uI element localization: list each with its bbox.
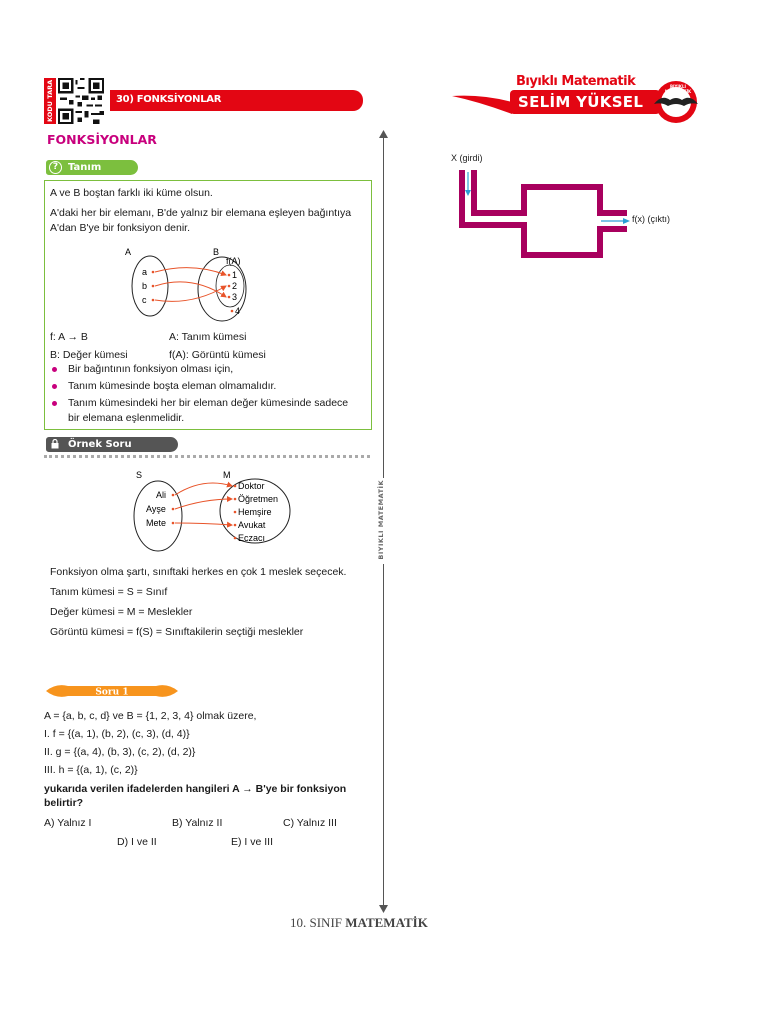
bullet-item: Tanım kümesinde boşta eleman olmamalıdır. [68, 380, 277, 392]
question-icon: ? [49, 161, 62, 174]
definition-line-1: A ve B boştan farklı iki küme olsun. [50, 187, 213, 199]
question-prompt: yukarıda verilen ifadelerden hangileri A → B'ye bir fonksiyon [44, 783, 347, 795]
function-diagram [110, 244, 270, 322]
bullet-item: Tanım kümesindeki her bir eleman değer kümesinde sadece [68, 397, 349, 409]
function-machine-diagram [455, 166, 635, 262]
s-item: Mete [146, 518, 167, 528]
definition-tag-label: Tanım [68, 162, 102, 173]
question-item-1: I. f = {(a, 1), (b, 2), (c, 3), (d, 4)} [44, 728, 190, 740]
question-item-2: II. g = {(a, 4), (b, 3), (c, 2), (d, 2)} [44, 746, 196, 758]
a-item: b [142, 281, 148, 291]
s-item: Ali [156, 490, 167, 500]
brand-top: Bıyıklı Matematik [516, 74, 636, 89]
bullet-icon [52, 401, 57, 406]
m-item: Eczacı [238, 533, 266, 543]
option-e[interactable]: E) I ve III [231, 836, 274, 848]
arrow-down-icon [379, 905, 388, 913]
lock-icon [51, 439, 59, 449]
mapping-arrow [175, 483, 232, 495]
option-b[interactable]: B) Yalnız II [172, 817, 223, 829]
example-line: Değer kümesi = M = Meslekler [50, 606, 193, 618]
example-line: Tanım kümesi = S = Sınıf [50, 586, 168, 598]
chapter-title: 30) FONKSİYONLAR [116, 94, 222, 105]
section-title: FONKSİYONLAR [47, 132, 157, 147]
set-b-label: B [213, 247, 220, 257]
qr-code[interactable] [58, 78, 104, 124]
example-line: Görüntü kümesi = f(S) = Sınıftakilerin seçtiği meslekler [50, 626, 304, 638]
mapping-arrow [155, 282, 226, 297]
mapping-arrow [175, 499, 232, 509]
question-tag [46, 683, 178, 699]
domain-note: A: Tanım kümesi [169, 331, 247, 343]
question-item-3: III. h = {(a, 1), (c, 2)} [44, 764, 138, 776]
seal-text: BIYIKLI MATEMATİK [664, 84, 692, 94]
bullet-icon [52, 367, 57, 372]
bullet-item-continued: bir elemana eşlenmelidir. [68, 412, 185, 424]
machine-input-label: X (girdi) [451, 153, 483, 163]
profession-diagram [128, 467, 298, 555]
example-tag-label: Örnek Soru [68, 439, 132, 450]
a-item: a [142, 267, 148, 277]
footer-subject: MATEMATİK [345, 915, 428, 930]
bullet-icon [52, 384, 57, 389]
s-item: Ayşe [146, 504, 166, 514]
question-sets: A = {a, b, c, d} ve B = {1, 2, 3, 4} olmak üzere, [44, 710, 257, 722]
brand-main [510, 90, 660, 114]
qr-caption: KODU TARA [46, 79, 54, 123]
m-item: Avukat [238, 520, 266, 530]
arrow-up-icon [379, 130, 388, 138]
chapter-bar [110, 90, 363, 111]
bullet-item: Bir bağıntının fonksiyon olması için, [68, 363, 234, 375]
b-item: 2 [232, 281, 238, 291]
set-s-label: S [136, 470, 143, 480]
b-item: 1 [232, 270, 238, 280]
divider [44, 455, 370, 458]
set-a-ellipse [132, 256, 168, 316]
set-a-label: A [125, 247, 132, 257]
a-item: c [142, 295, 147, 305]
side-label: BIYIKLI MATEMATİK [377, 480, 385, 560]
brand-name: SELİM YÜKSEL [518, 93, 644, 111]
machine-output-label: f(x) (çıktı) [632, 214, 670, 224]
mapping-arrow [155, 286, 226, 301]
option-c[interactable]: C) Yalnız III [283, 817, 337, 829]
m-item: Hemşire [238, 507, 272, 517]
question-tag-label: Soru 1 [95, 687, 129, 698]
example-line: Fonksiyon olma şartı, sınıftaki herkes en çok 1 meslek seçecek. [50, 566, 347, 578]
set-m-label: M [223, 470, 231, 480]
m-item: Doktor [238, 481, 265, 491]
image-label: f(A) [226, 256, 241, 266]
b-item: 3 [232, 292, 238, 302]
m-item: Öğretmen [238, 494, 279, 504]
example-tag [46, 437, 178, 452]
function-map: f: A → B [50, 331, 88, 343]
definition-line-2: A'daki her bir elemanı, B'de yalnız bir elemana eşleyen bağıntıya [50, 207, 352, 219]
codomain-note: B: Değer kümesi [50, 349, 128, 361]
range-note: f(A): Görüntü kümesi [169, 349, 266, 361]
footer-grade: 10. SINIF [290, 915, 343, 930]
b-item: 4 [235, 306, 241, 316]
question-prompt-continued: belirtir? [44, 797, 84, 809]
footer [290, 915, 428, 931]
definition-line-3: A'dan B'ye bir fonksiyon denir. [50, 222, 191, 234]
machine-pipe [471, 170, 627, 216]
option-a[interactable]: A) Yalnız I [44, 817, 92, 829]
option-d[interactable]: D) I ve II [117, 836, 157, 848]
mapping-arrow [175, 523, 232, 525]
definition-tag [46, 160, 138, 175]
